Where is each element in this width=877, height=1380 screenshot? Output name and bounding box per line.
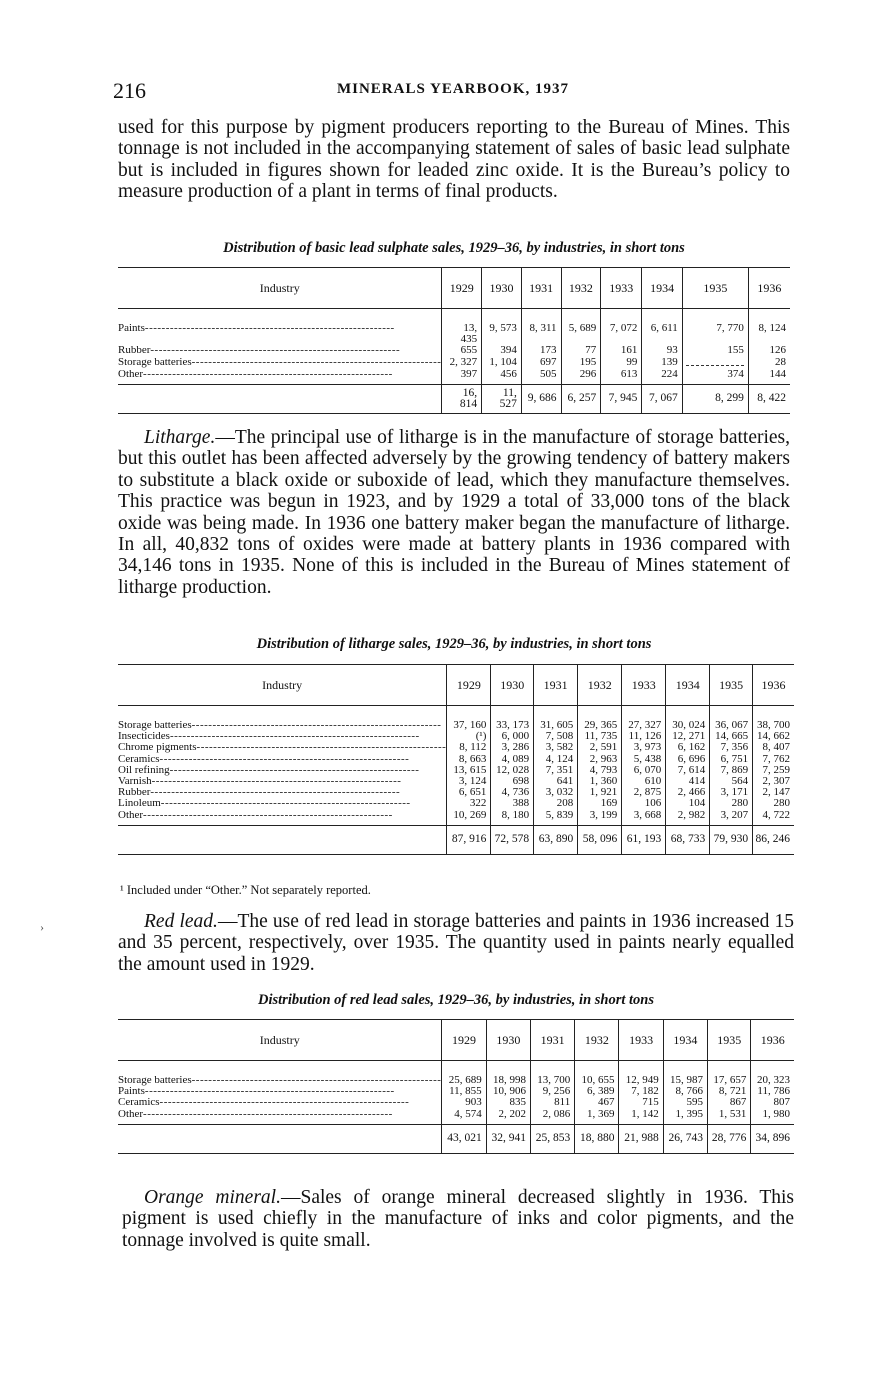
data-cell: 655	[442, 345, 482, 356]
data-cell: 224	[642, 369, 682, 385]
data-cell: 4, 793	[578, 765, 622, 776]
leader-dots: ------------------------------------------------------------	[159, 1097, 410, 1109]
row-label	[118, 1075, 442, 1086]
data-cell: 374	[682, 369, 748, 385]
data-cell: 3, 668	[622, 810, 666, 826]
red-lead-body: —The use of red lead in storage batteries and paints in 1936 increased 15 and 35 percent, respectively, over 1935. The quantity used in paints nearly equalled the amount used in 1929.	[118, 911, 795, 975]
data-cell: 3, 582	[534, 742, 578, 753]
row-label-text: Paints	[118, 323, 145, 334]
total-cell: 7, 067	[642, 385, 682, 414]
total-cell: 18, 880	[575, 1124, 619, 1153]
paragraph-red-lead	[118, 911, 794, 975]
row-label-text: Other	[118, 368, 144, 380]
data-cell: 4, 089	[491, 754, 534, 765]
total-cell: 28, 776	[708, 1124, 751, 1153]
column-header-industry: Industry	[118, 1020, 442, 1061]
data-cell: 1, 395	[663, 1109, 707, 1125]
data-cell: 3, 286	[491, 742, 534, 753]
data-cell: 14, 665	[710, 731, 753, 742]
data-cell: 6, 651	[447, 787, 491, 798]
data-cell: 8, 721	[708, 1086, 751, 1097]
data-cell: 11, 786	[751, 1086, 794, 1097]
data-cell: 169	[578, 798, 622, 809]
column-header-year: 1935	[710, 665, 753, 706]
data-cell: 3, 207	[710, 810, 753, 826]
data-cell: 3, 032	[534, 787, 578, 798]
total-cell: 8, 422	[748, 385, 790, 414]
column-header-year: 1936	[753, 665, 794, 706]
total-cell: 21, 988	[619, 1124, 663, 1153]
data-cell: 6, 751	[710, 754, 753, 765]
data-cell: 7, 351	[534, 765, 578, 776]
data-cell: 17, 657	[708, 1075, 751, 1086]
total-cell: 34, 896	[751, 1124, 794, 1153]
column-header-year: 1929	[447, 665, 491, 706]
total-cell: 58, 096	[578, 825, 622, 854]
table-row	[118, 357, 790, 369]
orange-mineral-body: —Sales of orange mineral decreased slightly in 1936. This pigment is used chiefly in the manufacture of inks and color pigments, and the tonnage involved is quite small.	[122, 1187, 794, 1251]
totals-row	[118, 385, 790, 414]
data-cell: 467	[575, 1097, 619, 1108]
data-cell: 28	[748, 357, 790, 369]
column-header-year: 1929	[442, 1020, 486, 1061]
data-cell: 2, 202	[486, 1109, 530, 1125]
totals-label	[118, 385, 442, 414]
row-label	[118, 798, 447, 809]
leader-dots: ------------------------------------------------------------	[150, 787, 401, 799]
data-cell: 155	[682, 345, 748, 356]
total-cell: 61, 193	[622, 825, 666, 854]
data-cell: 6, 696	[666, 754, 710, 765]
table-row	[118, 369, 790, 385]
leader-dots: ------------------------------------------------------------	[169, 764, 420, 776]
data-cell: 7, 072	[601, 323, 642, 345]
litharge-body: —The principal use of litharge is in the manufacture of storage batteries, but this outlet has been affected adversely by the growing tendency of battery makers to substitute a black oxide or suboxide of lead, which they manufacture themselves. This practice was begun in 1923, and by 1929 a total of 33,000 tons of the black oxide was being made. In 1936 one battery maker began the manufacture of litharge. In all, 40,832 tons of oxides were made at battery plants in 1936 compared with 34,146 tons in 1935. None of this is included in the Bureau of Mines statement of litharge production.	[118, 427, 790, 598]
leader-dots: ------------------------------------------------------------	[169, 731, 420, 743]
column-header-year: 1934	[642, 268, 682, 309]
column-header-year: 1932	[578, 665, 622, 706]
data-cell: 7, 508	[534, 731, 578, 742]
data-cell: 697	[521, 357, 561, 369]
row-label-text: Storage batteries	[118, 356, 192, 368]
table-row	[118, 345, 790, 356]
row-label	[118, 1086, 442, 1097]
data-cell: 7, 762	[753, 754, 794, 765]
data-cell: 6, 611	[642, 323, 682, 345]
data-cell: 397	[442, 369, 482, 385]
column-header-year: 1935	[682, 268, 748, 309]
data-cell: 6, 162	[666, 742, 710, 753]
total-cell: 25, 853	[530, 1124, 574, 1153]
column-header-year: 1930	[491, 665, 534, 706]
total-cell: 8, 299	[682, 385, 748, 414]
total-cell: 7, 945	[601, 385, 642, 414]
data-cell: 867	[708, 1097, 751, 1108]
data-cell: 564	[710, 776, 753, 787]
data-cell: 14, 662	[753, 731, 794, 742]
row-label-text: Linoleum	[118, 798, 161, 810]
data-cell: 1, 104	[482, 357, 522, 369]
row-label	[118, 731, 447, 742]
data-cell: 11, 126	[622, 731, 666, 742]
total-cell: 86, 246	[753, 825, 794, 854]
data-cell: 5, 438	[622, 754, 666, 765]
data-cell	[682, 357, 748, 369]
table-row	[118, 1097, 794, 1108]
column-header-year: 1934	[663, 1020, 707, 1061]
data-cell: 835	[486, 1097, 530, 1108]
data-cell: 1, 369	[575, 1109, 619, 1125]
paragraph-intro: used for this purpose by pigment producers reporting to the Bureau of Mines. This tonnage is not included in the accompanying statement of sales of basic lead sulphate but is included in figures shown for leaded zinc oxide. It is the Bureau’s policy to measure production of a plant in terms of final products.	[118, 117, 790, 203]
footnote: ¹ Included under “Other.” Not separately reported.	[120, 883, 371, 897]
data-cell: 610	[622, 776, 666, 787]
column-header-year: 1932	[561, 268, 601, 309]
row-label-text: Ceramics	[118, 753, 160, 765]
data-cell: 7, 770	[682, 323, 748, 345]
data-cell: 15, 987	[663, 1075, 707, 1086]
data-cell: 29, 365	[578, 720, 622, 731]
data-cell: 30, 024	[666, 720, 710, 731]
row-label-text: Chrome pigments	[118, 742, 197, 754]
data-cell: 33, 173	[491, 720, 534, 731]
data-cell: 1, 921	[578, 787, 622, 798]
data-cell: 3, 973	[622, 742, 666, 753]
data-cell: 20, 323	[751, 1075, 794, 1086]
leader-dots: ------------------------------------------------------------	[191, 1075, 442, 1086]
data-cell: 8, 663	[447, 754, 491, 765]
data-cell: 10, 906	[486, 1086, 530, 1097]
totals-label	[118, 1124, 442, 1153]
leader-dots: ------------------------------------------------------------	[191, 720, 442, 731]
data-cell: 9, 256	[530, 1086, 574, 1097]
row-label-text: Ceramics	[118, 1097, 160, 1109]
row-label-text: Rubber	[118, 345, 151, 357]
data-cell: 2, 327	[442, 357, 482, 369]
row-label-text: Rubber	[118, 787, 151, 799]
data-cell: 13, 615	[447, 765, 491, 776]
data-cell: 13, 700	[530, 1075, 574, 1086]
data-cell: 12, 949	[619, 1075, 663, 1086]
data-cell: 77	[561, 345, 601, 356]
litharge-heading: Litharge.	[144, 427, 216, 448]
totals-row	[118, 825, 794, 854]
data-cell: 5, 839	[534, 810, 578, 826]
total-cell: 16, 814	[442, 385, 482, 414]
data-cell: 13, 435	[442, 323, 482, 345]
orange-mineral-heading: Orange mineral.	[144, 1187, 281, 1208]
header-row	[118, 268, 790, 309]
data-cell: 31, 605	[534, 720, 578, 731]
row-label-text: Storage batteries	[118, 1075, 192, 1086]
data-cell: 99	[601, 357, 642, 369]
page-header	[113, 78, 793, 104]
data-cell: 139	[642, 357, 682, 369]
data-cell: 106	[622, 798, 666, 809]
data-cell: 195	[561, 357, 601, 369]
row-label	[118, 810, 447, 826]
page-number: 216	[113, 78, 146, 103]
data-cell: 8, 112	[447, 742, 491, 753]
data-cell: 8, 766	[663, 1086, 707, 1097]
column-header-year: 1931	[530, 1020, 574, 1061]
data-cell: 388	[491, 798, 534, 809]
table-caption-red-lead: Distribution of red lead sales, 1929–36, by industries, in short tons	[258, 992, 654, 1008]
leader-dots: ------------------------------------------------------------	[196, 742, 447, 754]
data-cell: 5, 689	[561, 323, 601, 345]
data-cell: 698	[491, 776, 534, 787]
row-label	[118, 776, 447, 787]
table-caption-litharge: Distribution of litharge sales, 1929–36, by industries, in short tons	[256, 636, 652, 652]
data-cell: 811	[530, 1097, 574, 1108]
data-cell: 38, 700	[753, 720, 794, 731]
paragraph-orange-mineral	[122, 1187, 794, 1251]
data-cell: 208	[534, 798, 578, 809]
leader-dots: ------------------------------------------------------------	[151, 776, 402, 788]
header-row	[118, 665, 794, 706]
data-cell: 2, 147	[753, 787, 794, 798]
data-cell: 456	[482, 369, 522, 385]
table-litharge	[118, 664, 794, 855]
row-label	[118, 323, 442, 345]
row-label-text: Other	[118, 1108, 144, 1120]
total-cell: 72, 578	[491, 825, 534, 854]
row-label	[118, 345, 442, 356]
table-sulphate	[118, 267, 790, 414]
data-cell: 37, 160	[447, 720, 491, 731]
data-cell: 4, 736	[491, 787, 534, 798]
data-cell: 807	[751, 1097, 794, 1108]
data-cell: 280	[753, 798, 794, 809]
row-label-text: Insecticides	[118, 731, 170, 743]
row-label-text: Other	[118, 809, 144, 821]
row-label	[118, 1097, 442, 1108]
table-row	[118, 323, 790, 345]
total-cell: 43, 021	[442, 1124, 486, 1153]
data-cell: 613	[601, 369, 642, 385]
data-cell: 6, 389	[575, 1086, 619, 1097]
data-cell: 126	[748, 345, 790, 356]
leader-dots: ------------------------------------------------------------	[143, 1108, 393, 1120]
data-cell: 3, 124	[447, 776, 491, 787]
total-cell: 11, 527	[482, 385, 522, 414]
table-row	[118, 810, 794, 826]
column-header-year: 1936	[748, 268, 790, 309]
row-label	[118, 720, 447, 731]
totals-row	[118, 1124, 794, 1153]
column-header-year: 1933	[622, 665, 666, 706]
row-label	[118, 754, 447, 765]
totals-label	[118, 825, 447, 854]
paragraph-litharge	[118, 427, 790, 598]
leader-dots: ------------------------------------------------------------	[150, 345, 401, 357]
column-header-year: 1932	[575, 1020, 619, 1061]
data-cell: 8, 180	[491, 810, 534, 826]
column-header-industry: Industry	[118, 665, 447, 706]
data-cell: 11, 855	[442, 1086, 486, 1097]
data-cell: 2, 963	[578, 754, 622, 765]
total-cell: 79, 930	[710, 825, 753, 854]
data-cell: 104	[666, 798, 710, 809]
column-header-year: 1935	[708, 1020, 751, 1061]
row-label	[118, 357, 442, 369]
data-cell: 6, 070	[622, 765, 666, 776]
data-cell: 1, 980	[751, 1109, 794, 1125]
data-cell: 7, 614	[666, 765, 710, 776]
data-cell: 2, 591	[578, 742, 622, 753]
leader-dots: ------------------------------------------------------------	[160, 798, 411, 810]
data-cell: 2, 982	[666, 810, 710, 826]
data-cell: 27, 327	[622, 720, 666, 731]
table-red-lead	[118, 1019, 794, 1154]
data-cell: 7, 259	[753, 765, 794, 776]
leader-dots: ------------------------------------------------------------	[144, 1086, 395, 1098]
table-caption-sulphate: Distribution of basic lead sulphate sales, 1929–36, by industries, in short tons	[223, 240, 685, 256]
data-cell: 2, 086	[530, 1109, 574, 1125]
column-header-year: 1936	[751, 1020, 794, 1061]
data-cell: 715	[619, 1097, 663, 1108]
column-header-year: 1930	[482, 268, 522, 309]
data-cell: 12, 028	[491, 765, 534, 776]
data-cell: 8, 124	[748, 323, 790, 345]
data-cell: 10, 269	[447, 810, 491, 826]
margin-mark: ›	[40, 920, 44, 934]
data-cell: 414	[666, 776, 710, 787]
row-label-text: Oil refining	[118, 764, 170, 776]
data-cell: 280	[710, 798, 753, 809]
data-cell: 3, 171	[710, 787, 753, 798]
data-cell: 11, 735	[578, 731, 622, 742]
data-cell: 36, 067	[710, 720, 753, 731]
data-cell: 505	[521, 369, 561, 385]
data-cell: 595	[663, 1097, 707, 1108]
data-cell: 93	[642, 345, 682, 356]
column-header-year: 1931	[534, 665, 578, 706]
data-cell: 1, 360	[578, 776, 622, 787]
total-cell: 26, 743	[663, 1124, 707, 1153]
data-cell: 394	[482, 345, 522, 356]
data-cell: 8, 407	[753, 742, 794, 753]
data-cell: 9, 573	[482, 323, 522, 345]
row-label	[118, 765, 447, 776]
table-row	[118, 798, 794, 809]
data-cell: 8, 311	[521, 323, 561, 345]
data-cell: 1, 531	[708, 1109, 751, 1125]
data-cell: 7, 356	[710, 742, 753, 753]
column-header-year: 1929	[442, 268, 482, 309]
total-cell: 87, 916	[447, 825, 491, 854]
data-cell: 7, 182	[619, 1086, 663, 1097]
leader-dots: ------------------------------------------------------------	[143, 368, 393, 380]
data-cell: 18, 998	[486, 1075, 530, 1086]
data-cell: 161	[601, 345, 642, 356]
data-cell: 2, 466	[666, 787, 710, 798]
data-cell: 25, 689	[442, 1075, 486, 1086]
data-cell: (¹)	[447, 731, 491, 742]
table-row	[118, 742, 794, 753]
row-label-text: Storage batteries	[118, 720, 192, 731]
total-cell: 63, 890	[534, 825, 578, 854]
column-header-industry: Industry	[118, 268, 442, 309]
total-cell: 32, 941	[486, 1124, 530, 1153]
data-cell: 296	[561, 369, 601, 385]
data-cell: 322	[447, 798, 491, 809]
total-cell: 68, 733	[666, 825, 710, 854]
data-cell: 173	[521, 345, 561, 356]
row-label-text: Paints	[118, 1086, 145, 1098]
leader-dots: ------------------------------------------------------------	[144, 323, 395, 334]
total-cell: 6, 257	[561, 385, 601, 414]
data-cell: 1, 142	[619, 1109, 663, 1125]
header-row	[118, 1020, 794, 1061]
red-lead-heading: Red lead.	[144, 911, 218, 932]
row-label	[118, 742, 447, 753]
data-cell: 4, 574	[442, 1109, 486, 1125]
column-header-year: 1933	[619, 1020, 663, 1061]
data-cell: 3, 199	[578, 810, 622, 826]
row-label	[118, 787, 447, 798]
running-head: MINERALS YEARBOOK, 1937	[336, 81, 570, 97]
data-cell: 2, 307	[753, 776, 794, 787]
row-label	[118, 1109, 442, 1125]
column-header-year: 1934	[666, 665, 710, 706]
data-cell: 4, 124	[534, 754, 578, 765]
row-label	[118, 369, 442, 385]
row-label-text: Varnish	[118, 776, 152, 788]
leader-dots: ------------------------------------------------------------	[191, 356, 442, 368]
total-cell: 9, 686	[521, 385, 561, 414]
data-cell: 144	[748, 369, 790, 385]
data-cell: 2, 875	[622, 787, 666, 798]
leader-dots: ------------------------------------------------------------	[159, 753, 410, 765]
leader-dots: ------------------------------------------------------------	[143, 809, 393, 821]
column-header-year: 1931	[521, 268, 561, 309]
data-cell: 12, 271	[666, 731, 710, 742]
table-row	[118, 1109, 794, 1125]
data-cell: 10, 655	[575, 1075, 619, 1086]
column-header-year: 1933	[601, 268, 642, 309]
column-header-year: 1930	[486, 1020, 530, 1061]
data-cell: 7, 869	[710, 765, 753, 776]
data-cell: 641	[534, 776, 578, 787]
data-cell: 903	[442, 1097, 486, 1108]
data-cell: 4, 722	[753, 810, 794, 826]
data-cell: 6, 000	[491, 731, 534, 742]
